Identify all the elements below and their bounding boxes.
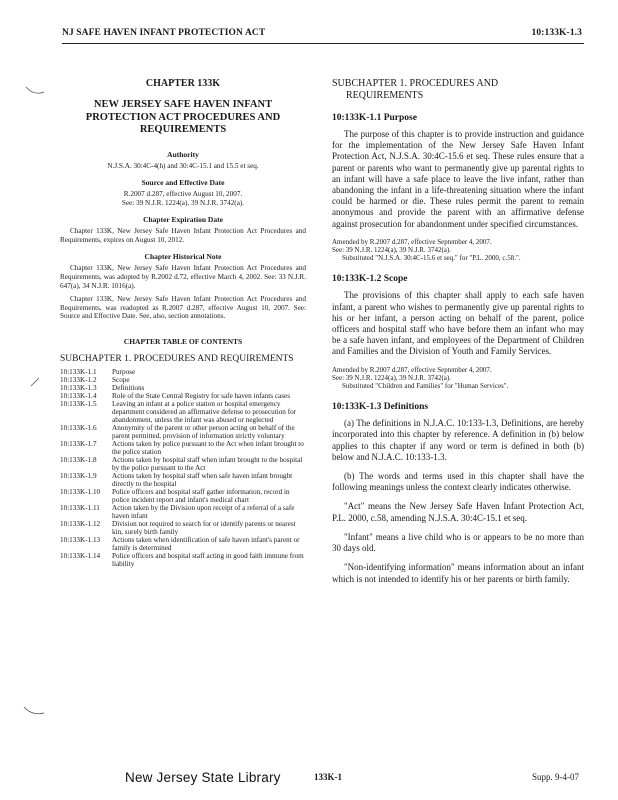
definitions-paragraph-b: (b) The words and terms used in this chapter shall have the following meanings unless the context clearly indicates otherwise.: [332, 471, 584, 493]
source-heading: Source and Effective Date: [141, 178, 225, 188]
toc-section-title: Definitions: [112, 384, 145, 393]
chapter-number: CHAPTER 133K: [145, 78, 221, 89]
toc-section-number: 10:133K-1.11: [60, 504, 100, 513]
toc-section-title: Police officers and hospital staff acting in good faith immune from liability: [112, 552, 304, 569]
toc-row: [60, 488, 306, 504]
margin-mark-bottom: [22, 704, 46, 718]
toc-row: [60, 400, 306, 424]
source-line-1: R.2007 d.287, effective August 10, 2007.: [123, 190, 243, 199]
toc-section-title: Police officers and hospital staff gather information, record in police incident report and infant's medical chart: [112, 488, 290, 505]
margin-mark-middle: [28, 376, 42, 388]
scope-paragraph: The provisions of this chapter shall apply to each safe haven infant, a parent who wishes to permanently give up parental rights to his or her infant, a person acting on behalf of the parent, police officers and hospital staff who have before them an infant who may be a safe haven infant, and employees of the Department of Children and Families and the Division of Youth and Family Services.: [332, 290, 584, 357]
amendment-line: See: 39 N.J.R. 1224(a), 39 N.J.R. 3742(a).: [332, 246, 451, 255]
toc-row: [60, 376, 306, 384]
page-number: 133K-1: [314, 772, 342, 782]
subchapter-heading-line-1: SUBCHAPTER 1. PROCEDURES AND: [332, 78, 499, 89]
purpose-paragraph: The purpose of this chapter is to provide instruction and guidance for the implementation of the New Jersey Safe Haven Infant Protection Act, N.J.S.A. 30:4C-15.6 et seq. These rules ensure that a parent or parents who want to permanently give up parental rights to an infant will have a safe place to leave the live infant, rather than abandoning the infant in a life-threatening situation where the infant could be harmed or die. These rules permit the parent to remain anonymous and provide the parent with an affirmative defense against prosecution for abandonment under specified circumstances.: [332, 129, 584, 229]
subchapter-heading: [332, 78, 584, 101]
scope-amendment-note: [332, 366, 584, 391]
toc-section-title: Leaving an infant at a police station or hospital emergency department considered an affirmative defense to prosecution for abandonment, unless the infant was abused or neglected: [112, 400, 297, 425]
toc-section-title: Actions taken when identification of safe haven infant's parent or family is determined: [112, 536, 300, 553]
section-heading-definitions: 10:133K-1.3 Definitions: [332, 402, 429, 413]
toc-section-number: 10:133K-1.5: [60, 400, 97, 409]
authority-text: N.J.S.A. 30:4C-4(h) and 30:4C-15.1 and 15.5 et seq.: [107, 161, 259, 170]
toc-section-title: Purpose: [112, 368, 136, 377]
section-heading-scope: 10:133K-1.2 Scope: [332, 274, 408, 285]
toc-section-number: 10:133K-1.10: [60, 488, 101, 497]
toc-section-title: Actions taken by police pursuant to the Act when infant brought to the police station: [112, 440, 304, 457]
definitions-paragraph-a: (a) The definitions in N.J.A.C. 10:133-1.3, Definitions, are hereby incorporated into this chapter by reference. A definition in (b) below applies to this chapter if any word or term is defined in both (b) below and N.J.A.C. 10:133-1.3.: [332, 418, 584, 462]
margin-mark-top: [24, 84, 46, 98]
history-heading: Chapter Historical Note: [144, 252, 222, 262]
chapter-title: NEW JERSEY SAFE HAVEN INFANT PROTECTION ACT PROCEDURES AND REQUIREMENTS: [85, 99, 281, 135]
supplement-date: Supp. 9-4-07: [532, 772, 579, 782]
right-column: [332, 78, 584, 593]
toc-section-number: 10:133K-1.7: [60, 440, 97, 449]
toc-section-title: Scope: [112, 376, 130, 385]
toc-section-number: 10:133K-1.3: [60, 384, 97, 393]
toc-row: [60, 368, 306, 376]
toc-heading: CHAPTER TABLE OF CONTENTS: [123, 337, 243, 347]
left-column: [60, 78, 306, 568]
toc-section-title: Division not required to search for or identify parents or nearest kin, surely birth family: [112, 520, 296, 537]
amendment-line: Substituted "Children and Families" for "Human Services".: [342, 382, 509, 391]
library-stamp: New Jersey State Library: [125, 770, 281, 785]
toc-section-number: 10:133K-1.13: [60, 536, 101, 545]
toc-subchapter: SUBCHAPTER 1. PROCEDURES AND REQUIREMENTS: [60, 354, 294, 365]
section-heading-purpose: 10:133K-1.1 Purpose: [332, 113, 417, 123]
toc-section-title: Actions taken by hospital staff when safe haven infant brought directly to the hospital: [112, 472, 293, 489]
toc-section-number: 10:133K-1.9: [60, 472, 97, 481]
amendment-line: See: 39 N.J.R. 1224(a), 39 N.J.R. 3742(a).: [332, 373, 451, 382]
authority-heading: Authority: [167, 149, 199, 159]
toc-row: [60, 520, 306, 536]
amendment-line: Substituted "N.J.S.A. 30:4C-15.6 et seq." for "P.L. 2000, c.58.".: [342, 254, 521, 263]
amendment-line: Amended by R.2007 d.287, effective September 4, 2007.: [332, 365, 492, 374]
definition-non-identifying-information: "Non-identifying information" means information about an infant which is not intended to identify his or her parents or birth family.: [332, 562, 584, 584]
definition-act: "Act" means the New Jersey Safe Haven Infant Protection Act, P.L. 2000, c.58, amending N.J.S.A. 30:4C-15.1 et seq.: [332, 501, 584, 523]
toc-section-number: 10:133K-1.4: [60, 392, 97, 401]
toc-row: [60, 440, 306, 456]
toc-section-title: Role of the State Central Registry for safe haven infants cases: [112, 392, 291, 401]
expiration-text: Chapter 133K, New Jersey Safe Haven Infant Protection Act Procedures and Requirements, expires on August 10, 2012.: [60, 227, 306, 244]
subchapter-heading-line-2: REQUIREMENTS: [346, 89, 424, 101]
purpose-amendment-note: [332, 238, 584, 263]
toc-section-title: Action taken by the Division upon receipt of a referral of a safe haven infant: [112, 504, 295, 521]
running-head-title: NJ SAFE HAVEN INFANT PROTECTION ACT: [62, 28, 266, 38]
toc-row: [60, 536, 306, 552]
running-head-section: 10:133K-1.3: [531, 28, 582, 38]
running-head: [62, 28, 582, 42]
toc-section-number: 10:133K-1.6: [60, 424, 97, 433]
history-paragraph-1: Chapter 133K, New Jersey Safe Haven Infant Protection Act Procedures and Requirements, was adopted by R.2002 d.72, effective March 4, 2002. See: 33 N.J.R. 647(a), 34 N.J.R. 1016(a).: [60, 264, 306, 290]
table-of-contents: [60, 368, 306, 568]
toc-section-number: 10:133K-1.8: [60, 456, 97, 465]
source-line-2: See: 39 N.J.R. 1224(a), 39 N.J.R. 3742(a).: [121, 198, 245, 207]
amendment-line: Amended by R.2007 d.287, effective September 4, 2007.: [332, 237, 492, 246]
toc-section-number: 10:133K-1.12: [60, 520, 101, 529]
toc-section-number: 10:133K-1.1: [60, 368, 97, 377]
toc-row: [60, 552, 306, 568]
toc-section-title: Actions taken by hospital staff when infant brought to the hospital by the police pursuant to the Act: [112, 456, 303, 473]
toc-row: [60, 504, 306, 520]
toc-section-number: 10:133K-1.14: [60, 552, 101, 561]
toc-row: [60, 392, 306, 400]
toc-section-title: Anonymity of the parent or other person acting on behalf of the parent permitted, provision of information strictly voluntary: [112, 424, 295, 441]
toc-section-number: 10:133K-1.2: [60, 376, 97, 385]
toc-row: [60, 472, 306, 488]
toc-row: [60, 384, 306, 392]
header-rule: [62, 43, 584, 44]
expiration-heading: Chapter Expiration Date: [143, 215, 223, 225]
history-paragraph-2: Chapter 133K, New Jersey Safe Haven Infant Protection Act Procedures and Requirements, was readopted as R.2007 d.287, effective August 10, 2007. See: Source and Effective Date. See, also, section annotations.: [60, 295, 306, 321]
toc-row: [60, 456, 306, 472]
toc-row: [60, 424, 306, 440]
definition-infant: "Infant" means a live child who is or appears to be no more than 30 days old.: [332, 531, 584, 554]
